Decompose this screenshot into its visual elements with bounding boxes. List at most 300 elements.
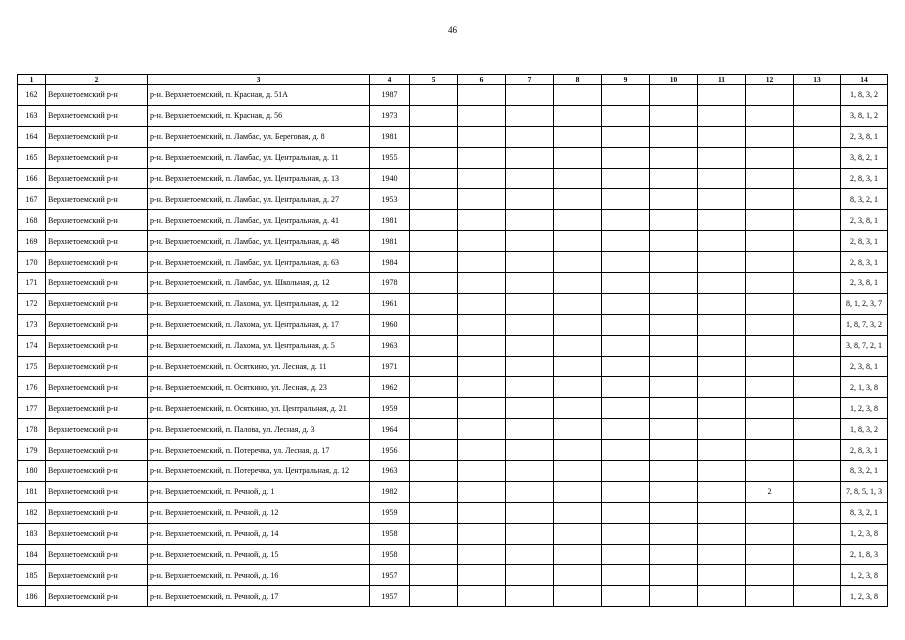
cell-col-11 [698, 335, 746, 356]
cell-col-5 [410, 461, 458, 482]
cell-col-8 [554, 335, 602, 356]
cell-col-5 [410, 440, 458, 461]
cell-col-10 [650, 85, 698, 106]
cell-col-8 [554, 377, 602, 398]
table-row [18, 419, 888, 440]
cell-col-13 [794, 440, 841, 461]
cell-col-11 [698, 565, 746, 586]
cell-col-10 [650, 147, 698, 168]
cell-col-6 [458, 398, 506, 419]
cell-col-10 [650, 252, 698, 273]
cell-col-6 [458, 419, 506, 440]
address-cell: р-н. Верхнетоемский, п. Ламбас, ул. Центральная, д. 63 [148, 252, 370, 273]
year-cell: 1971 [370, 356, 410, 377]
cell-col-7 [506, 544, 554, 565]
cell-col-6 [458, 523, 506, 544]
cell-col-11 [698, 273, 746, 294]
row-number: 186 [18, 586, 46, 607]
year-cell: 1940 [370, 168, 410, 189]
cell-col-8 [554, 523, 602, 544]
district-cell: Верхнетоемский р-н [46, 440, 148, 461]
cell-col-10 [650, 231, 698, 252]
cell-col-7 [506, 481, 554, 502]
cell-col-6 [458, 377, 506, 398]
cell-col-11 [698, 377, 746, 398]
row-number: 168 [18, 210, 46, 231]
row-number: 184 [18, 544, 46, 565]
row-number: 167 [18, 189, 46, 210]
cell-col-10 [650, 461, 698, 482]
district-cell: Верхнетоемский р-н [46, 356, 148, 377]
cell-col-6 [458, 189, 506, 210]
cell-col-14: 1, 2, 3, 8 [841, 523, 888, 544]
cell-col-14: 2, 3, 8, 1 [841, 126, 888, 147]
cell-col-12 [746, 398, 794, 419]
address-cell: р-н. Верхнетоемский, п. Ламбас, ул. Береговая, д. 8 [148, 126, 370, 147]
cell-col-7 [506, 210, 554, 231]
cell-col-10 [650, 481, 698, 502]
cell-col-7 [506, 293, 554, 314]
cell-col-8 [554, 293, 602, 314]
data-table [17, 74, 888, 607]
district-cell: Верхнетоемский р-н [46, 398, 148, 419]
address-cell: р-н. Верхнетоемский, п. Речной, д. 17 [148, 586, 370, 607]
cell-col-9 [602, 105, 650, 126]
table-row [18, 252, 888, 273]
cell-col-13 [794, 252, 841, 273]
cell-col-13 [794, 461, 841, 482]
cell-col-8 [554, 544, 602, 565]
table-row [18, 273, 888, 294]
cell-col-6 [458, 481, 506, 502]
cell-col-13 [794, 314, 841, 335]
cell-col-13 [794, 565, 841, 586]
cell-col-9 [602, 419, 650, 440]
row-number: 183 [18, 523, 46, 544]
cell-col-13 [794, 586, 841, 607]
address-cell: р-н. Верхнетоемский, п. Лахома, ул. Центральная, д. 17 [148, 314, 370, 335]
cell-col-8 [554, 168, 602, 189]
cell-col-12 [746, 273, 794, 294]
cell-col-10 [650, 356, 698, 377]
cell-col-7 [506, 252, 554, 273]
cell-col-6 [458, 502, 506, 523]
cell-col-14: 3, 8, 1, 2 [841, 105, 888, 126]
cell-col-5 [410, 168, 458, 189]
page-number: 46 [448, 25, 457, 35]
cell-col-12 [746, 523, 794, 544]
cell-col-11 [698, 105, 746, 126]
cell-col-13 [794, 502, 841, 523]
district-cell: Верхнетоемский р-н [46, 523, 148, 544]
cell-col-7 [506, 502, 554, 523]
cell-col-9 [602, 523, 650, 544]
row-number: 185 [18, 565, 46, 586]
year-cell: 1960 [370, 314, 410, 335]
cell-col-14: 7, 8, 5, 1, 3 [841, 481, 888, 502]
cell-col-14: 1, 2, 3, 8 [841, 565, 888, 586]
cell-col-7 [506, 273, 554, 294]
cell-col-5 [410, 565, 458, 586]
cell-col-12: 2 [746, 481, 794, 502]
cell-col-5 [410, 231, 458, 252]
year-cell: 1984 [370, 252, 410, 273]
year-cell: 1959 [370, 502, 410, 523]
year-cell: 1963 [370, 461, 410, 482]
cell-col-7 [506, 440, 554, 461]
year-cell: 1957 [370, 565, 410, 586]
cell-col-10 [650, 105, 698, 126]
cell-col-14: 8, 3, 2, 1 [841, 502, 888, 523]
cell-col-12 [746, 147, 794, 168]
cell-col-13 [794, 126, 841, 147]
cell-col-6 [458, 440, 506, 461]
column-header-12: 12 [746, 75, 794, 85]
cell-col-6 [458, 356, 506, 377]
district-cell: Верхнетоемский р-н [46, 314, 148, 335]
district-cell: Верхнетоемский р-н [46, 252, 148, 273]
cell-col-11 [698, 252, 746, 273]
cell-col-11 [698, 440, 746, 461]
address-cell: р-н. Верхнетоемский, п. Ламбас, ул. Центральная, д. 13 [148, 168, 370, 189]
cell-col-14: 8, 3, 2, 1 [841, 189, 888, 210]
cell-col-12 [746, 85, 794, 106]
district-cell: Верхнетоемский р-н [46, 105, 148, 126]
year-cell: 1982 [370, 481, 410, 502]
year-cell: 1955 [370, 147, 410, 168]
cell-col-11 [698, 314, 746, 335]
year-cell: 1953 [370, 189, 410, 210]
district-cell: Верхнетоемский р-н [46, 210, 148, 231]
table-row [18, 335, 888, 356]
address-cell: р-н. Верхнетоемский, п. Речной, д. 12 [148, 502, 370, 523]
cell-col-5 [410, 544, 458, 565]
cell-col-13 [794, 210, 841, 231]
district-cell: Верхнетоемский р-н [46, 126, 148, 147]
cell-col-12 [746, 502, 794, 523]
cell-col-8 [554, 252, 602, 273]
cell-col-13 [794, 523, 841, 544]
year-cell: 1987 [370, 85, 410, 106]
column-header-7: 7 [506, 75, 554, 85]
row-number: 177 [18, 398, 46, 419]
cell-col-11 [698, 85, 746, 106]
cell-col-9 [602, 565, 650, 586]
table-row [18, 461, 888, 482]
year-cell: 1973 [370, 105, 410, 126]
cell-col-6 [458, 565, 506, 586]
cell-col-11 [698, 398, 746, 419]
cell-col-14: 8, 3, 2, 1 [841, 461, 888, 482]
table-row [18, 293, 888, 314]
cell-col-8 [554, 502, 602, 523]
district-cell: Верхнетоемский р-н [46, 293, 148, 314]
cell-col-11 [698, 126, 746, 147]
district-cell: Верхнетоемский р-н [46, 168, 148, 189]
row-number: 182 [18, 502, 46, 523]
column-header-4: 4 [370, 75, 410, 85]
cell-col-11 [698, 544, 746, 565]
cell-col-13 [794, 189, 841, 210]
cell-col-6 [458, 105, 506, 126]
table-row [18, 314, 888, 335]
cell-col-9 [602, 126, 650, 147]
cell-col-7 [506, 189, 554, 210]
cell-col-8 [554, 461, 602, 482]
cell-col-7 [506, 168, 554, 189]
cell-col-9 [602, 314, 650, 335]
column-header-11: 11 [698, 75, 746, 85]
cell-col-10 [650, 523, 698, 544]
table-row [18, 440, 888, 461]
cell-col-13 [794, 85, 841, 106]
column-header-5: 5 [410, 75, 458, 85]
row-number: 174 [18, 335, 46, 356]
cell-col-13 [794, 419, 841, 440]
cell-col-7 [506, 105, 554, 126]
row-number: 172 [18, 293, 46, 314]
table-row [18, 210, 888, 231]
column-header-6: 6 [458, 75, 506, 85]
district-cell: Верхнетоемский р-н [46, 335, 148, 356]
cell-col-8 [554, 273, 602, 294]
cell-col-13 [794, 356, 841, 377]
district-cell: Верхнетоемский р-н [46, 461, 148, 482]
cell-col-12 [746, 293, 794, 314]
cell-col-8 [554, 314, 602, 335]
cell-col-12 [746, 586, 794, 607]
cell-col-11 [698, 586, 746, 607]
cell-col-9 [602, 544, 650, 565]
address-cell: р-н. Верхнетоемский, п. Ламбас, ул. Центральная, д. 11 [148, 147, 370, 168]
row-number: 169 [18, 231, 46, 252]
district-cell: Верхнетоемский р-н [46, 231, 148, 252]
cell-col-13 [794, 273, 841, 294]
cell-col-6 [458, 586, 506, 607]
cell-col-6 [458, 168, 506, 189]
column-header-2: 2 [46, 75, 148, 85]
cell-col-9 [602, 168, 650, 189]
cell-col-14: 2, 8, 3, 1 [841, 252, 888, 273]
address-cell: р-н. Верхнетоемский, п. Потеречка, ул. Центральная, д. 12 [148, 461, 370, 482]
cell-col-5 [410, 210, 458, 231]
cell-col-9 [602, 273, 650, 294]
cell-col-10 [650, 502, 698, 523]
cell-col-13 [794, 105, 841, 126]
cell-col-14: 1, 8, 3, 2 [841, 85, 888, 106]
address-cell: р-н. Верхнетоемский, п. Ламбас, ул. Центральная, д. 48 [148, 231, 370, 252]
year-cell: 1964 [370, 419, 410, 440]
cell-col-13 [794, 168, 841, 189]
cell-col-8 [554, 398, 602, 419]
cell-col-12 [746, 440, 794, 461]
address-cell: р-н. Верхнетоемский, п. Речной, д. 14 [148, 523, 370, 544]
cell-col-12 [746, 565, 794, 586]
cell-col-12 [746, 168, 794, 189]
cell-col-9 [602, 293, 650, 314]
cell-col-9 [602, 356, 650, 377]
cell-col-14: 1, 2, 3, 8 [841, 586, 888, 607]
table-row [18, 231, 888, 252]
cell-col-6 [458, 544, 506, 565]
cell-col-5 [410, 85, 458, 106]
cell-col-5 [410, 252, 458, 273]
cell-col-8 [554, 147, 602, 168]
year-cell: 1981 [370, 210, 410, 231]
row-number: 165 [18, 147, 46, 168]
cell-col-8 [554, 210, 602, 231]
cell-col-10 [650, 565, 698, 586]
row-number: 180 [18, 461, 46, 482]
cell-col-6 [458, 314, 506, 335]
cell-col-7 [506, 565, 554, 586]
cell-col-13 [794, 293, 841, 314]
cell-col-5 [410, 189, 458, 210]
year-cell: 1956 [370, 440, 410, 461]
table-row [18, 85, 888, 106]
cell-col-6 [458, 85, 506, 106]
district-cell: Верхнетоемский р-н [46, 481, 148, 502]
year-cell: 1959 [370, 398, 410, 419]
address-cell: р-н. Верхнетоемский, п. Осяткино, ул. Центральная, д. 21 [148, 398, 370, 419]
table-row [18, 377, 888, 398]
cell-col-11 [698, 189, 746, 210]
district-cell: Верхнетоемский р-н [46, 273, 148, 294]
cell-col-8 [554, 586, 602, 607]
cell-col-12 [746, 210, 794, 231]
table-row [18, 105, 888, 126]
cell-col-12 [746, 126, 794, 147]
row-number: 162 [18, 85, 46, 106]
cell-col-12 [746, 356, 794, 377]
address-cell: р-н. Верхнетоемский, п. Речной, д. 1 [148, 481, 370, 502]
district-cell: Верхнетоемский р-н [46, 189, 148, 210]
cell-col-12 [746, 314, 794, 335]
table-row [18, 168, 888, 189]
cell-col-7 [506, 147, 554, 168]
cell-col-12 [746, 105, 794, 126]
cell-col-5 [410, 105, 458, 126]
row-number: 170 [18, 252, 46, 273]
column-header-8: 8 [554, 75, 602, 85]
cell-col-7 [506, 377, 554, 398]
cell-col-9 [602, 481, 650, 502]
cell-col-13 [794, 544, 841, 565]
cell-col-5 [410, 586, 458, 607]
cell-col-14: 3, 8, 7, 2, 1 [841, 335, 888, 356]
cell-col-12 [746, 189, 794, 210]
year-cell: 1981 [370, 126, 410, 147]
row-number: 179 [18, 440, 46, 461]
row-number: 173 [18, 314, 46, 335]
cell-col-8 [554, 126, 602, 147]
cell-col-14: 8, 1, 2, 3, 7 [841, 293, 888, 314]
year-cell: 1961 [370, 293, 410, 314]
cell-col-8 [554, 189, 602, 210]
district-cell: Верхнетоемский р-н [46, 502, 148, 523]
cell-col-13 [794, 231, 841, 252]
cell-col-10 [650, 210, 698, 231]
table-row [18, 356, 888, 377]
cell-col-6 [458, 210, 506, 231]
cell-col-8 [554, 231, 602, 252]
address-cell: р-н. Верхнетоемский, п. Потеречка, ул. Лесная, д. 17 [148, 440, 370, 461]
cell-col-7 [506, 231, 554, 252]
cell-col-13 [794, 398, 841, 419]
cell-col-9 [602, 461, 650, 482]
district-cell: Верхнетоемский р-н [46, 586, 148, 607]
cell-col-14: 3, 8, 2, 1 [841, 147, 888, 168]
cell-col-11 [698, 419, 746, 440]
cell-col-5 [410, 126, 458, 147]
cell-col-11 [698, 461, 746, 482]
district-cell: Верхнетоемский р-н [46, 85, 148, 106]
cell-col-10 [650, 398, 698, 419]
cell-col-14: 2, 3, 8, 1 [841, 356, 888, 377]
cell-col-14: 2, 8, 3, 1 [841, 168, 888, 189]
cell-col-9 [602, 189, 650, 210]
cell-col-9 [602, 85, 650, 106]
cell-col-10 [650, 314, 698, 335]
table-row [18, 189, 888, 210]
cell-col-14: 1, 2, 3, 8 [841, 398, 888, 419]
column-header-1: 1 [18, 75, 46, 85]
table-header [18, 75, 888, 85]
cell-col-10 [650, 419, 698, 440]
district-cell: Верхнетоемский р-н [46, 147, 148, 168]
cell-col-6 [458, 461, 506, 482]
address-cell: р-н. Верхнетоемский, п. Лахома, ул. Центральная, д. 12 [148, 293, 370, 314]
cell-col-13 [794, 377, 841, 398]
cell-col-7 [506, 85, 554, 106]
cell-col-7 [506, 586, 554, 607]
cell-col-10 [650, 293, 698, 314]
address-cell: р-н. Верхнетоемский, п. Осяткино, ул. Лесная, д. 23 [148, 377, 370, 398]
cell-col-10 [650, 126, 698, 147]
cell-col-12 [746, 252, 794, 273]
cell-col-8 [554, 481, 602, 502]
cell-col-6 [458, 335, 506, 356]
cell-col-8 [554, 356, 602, 377]
address-cell: р-н. Верхнетоемский, п. Речной, д. 15 [148, 544, 370, 565]
cell-col-6 [458, 293, 506, 314]
cell-col-12 [746, 377, 794, 398]
district-cell: Верхнетоемский р-н [46, 565, 148, 586]
cell-col-5 [410, 335, 458, 356]
cell-col-5 [410, 502, 458, 523]
row-number: 171 [18, 273, 46, 294]
cell-col-9 [602, 335, 650, 356]
cell-col-14: 2, 3, 8, 1 [841, 273, 888, 294]
cell-col-5 [410, 523, 458, 544]
cell-col-12 [746, 335, 794, 356]
address-cell: р-н. Верхнетоемский, п. Лахома, ул. Центральная, д. 5 [148, 335, 370, 356]
cell-col-9 [602, 440, 650, 461]
cell-col-12 [746, 461, 794, 482]
cell-col-12 [746, 419, 794, 440]
cell-col-11 [698, 293, 746, 314]
cell-col-11 [698, 210, 746, 231]
cell-col-9 [602, 502, 650, 523]
year-cell: 1958 [370, 523, 410, 544]
cell-col-8 [554, 419, 602, 440]
cell-col-5 [410, 398, 458, 419]
address-cell: р-н. Верхнетоемский, п. Ламбас, ул. Школьная, д. 12 [148, 273, 370, 294]
cell-col-8 [554, 440, 602, 461]
cell-col-10 [650, 189, 698, 210]
row-number: 176 [18, 377, 46, 398]
address-cell: р-н. Верхнетоемский, п. Осяткино, ул. Лесная, д. 11 [148, 356, 370, 377]
